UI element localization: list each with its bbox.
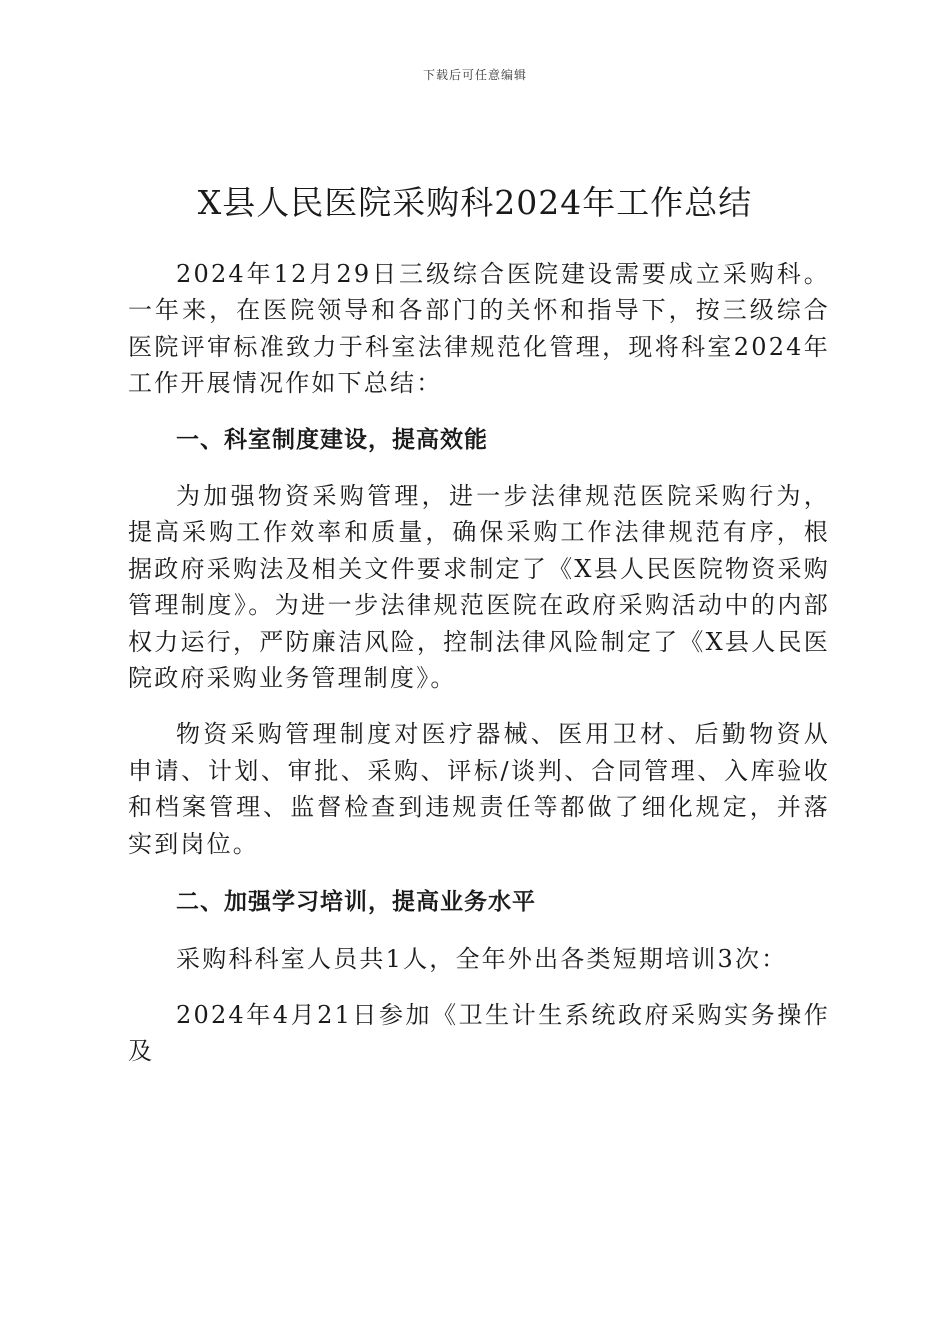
document-title: X县人民医院采购科2024年工作总结 <box>197 183 753 222</box>
intro-paragraph: 2024年12月29日三级综合医院建设需要成立采购科。一年来，在医院领导和各部门的关怀和指导下，按三级综合医院评审标准致力于科室法律规范化管理，现将科室2024年工作开展情况作如下总结： <box>128 260 830 398</box>
spacer <box>128 458 830 478</box>
spacer <box>128 977 830 997</box>
section-heading-1: 一、科室制度建设，提高效能 <box>176 426 488 453</box>
section-2-paragraph-2: 2024年4月21日参加《卫生计生系统政府采购实务操作及 <box>128 1000 830 1066</box>
spacer <box>128 862 830 884</box>
section-heading-2: 二、加强学习培训，提高业务水平 <box>176 889 536 916</box>
spacer <box>128 921 830 941</box>
spacer <box>128 402 830 422</box>
section-1-paragraph-1: 为加强物资采购管理，进一步法律规范医院采购行为，提高采购工作效率和质量，确保采购工作法律规范有序，根据政府采购法及相关文件要求制定了《X县人民医院物资采购管理制度》。为进一步法律规范医院在政府采购活动中的内部权力运行，严防廉洁风险，控制法律风险制定了《X县人民医院政府采购业务管理制度》。 <box>128 482 830 693</box>
header-note: 下载后可任意编辑 <box>422 68 527 82</box>
section-1-paragraph-2: 物资采购管理制度对医疗器械、医用卫材、后勤物资从申请、计划、审批、采购、评标/谈判、合同管理、入库验收和档案管理、监督检查到违规责任等都做了细化规定，并落实到岗位。 <box>128 720 830 858</box>
section-2-paragraph-1: 采购科科室人员共1人，全年外出各类短期培训3次： <box>176 944 788 973</box>
document-body <box>128 256 830 1070</box>
spacer <box>128 696 830 716</box>
